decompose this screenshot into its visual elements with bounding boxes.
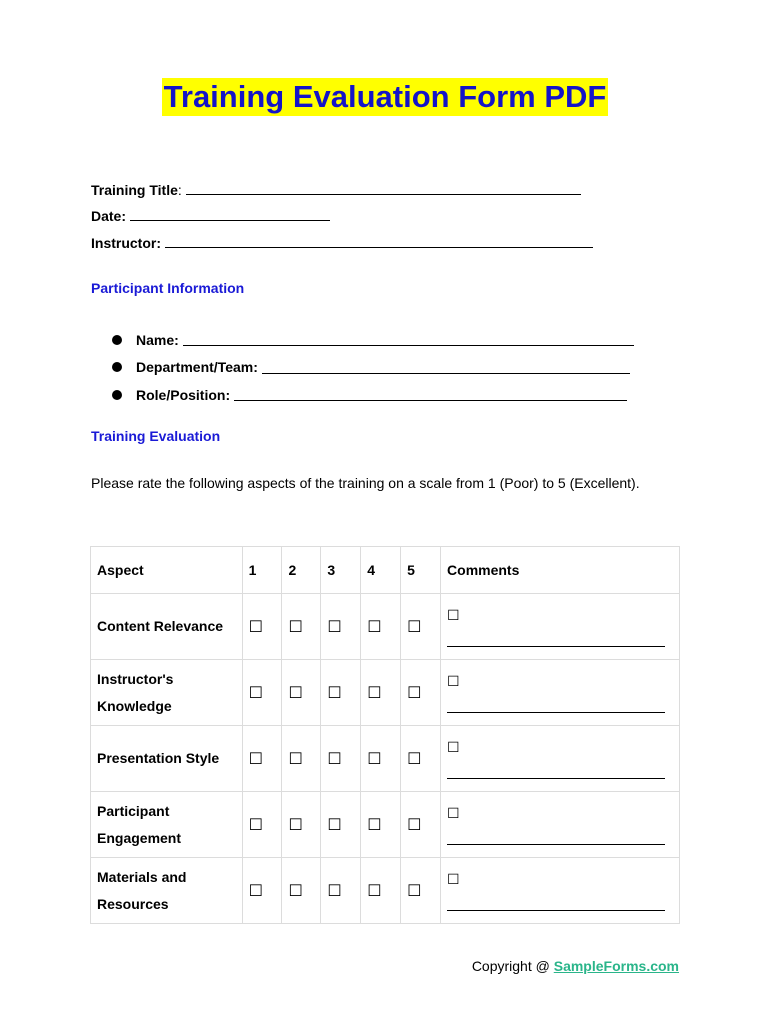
header-aspect: Aspect xyxy=(91,547,243,594)
instructor-input-line[interactable] xyxy=(165,235,593,248)
table-row xyxy=(91,660,680,726)
comment-checkbox[interactable]: ☐ xyxy=(447,739,460,755)
rating-checkbox-3[interactable]: ☐ xyxy=(321,594,361,660)
rating-checkbox-5[interactable]: ☐ xyxy=(401,594,441,660)
rating-checkbox-5[interactable]: ☐ xyxy=(401,726,441,792)
participant-information-heading: Participant Information xyxy=(91,280,245,296)
table-row xyxy=(91,594,680,660)
name-input-line[interactable] xyxy=(183,333,634,346)
rating-checkbox-1[interactable]: ☐ xyxy=(242,594,282,660)
header-rating-4: 4 xyxy=(361,547,401,594)
header-comments: Comments xyxy=(441,547,680,594)
rating-checkbox-2[interactable]: ☐ xyxy=(282,792,321,858)
aspect-cell: Participant Engagement xyxy=(91,792,243,858)
header-rating-1: 1 xyxy=(242,547,282,594)
rating-checkbox-4[interactable]: ☐ xyxy=(361,660,401,726)
rating-checkbox-1[interactable]: ☐ xyxy=(242,726,282,792)
footer-copyright xyxy=(472,958,679,974)
aspect-cell: Content Relevance xyxy=(91,594,243,660)
comment-input-line[interactable] xyxy=(447,900,665,911)
copyright-text: Copyright @ xyxy=(471,958,554,974)
rating-checkbox-4[interactable]: ☐ xyxy=(361,792,401,858)
rating-checkbox-5[interactable]: ☐ xyxy=(401,858,441,924)
comments-cell xyxy=(441,858,680,924)
bullet-icon xyxy=(112,362,122,372)
rating-checkbox-1[interactable]: ☐ xyxy=(242,792,282,858)
evaluation-intro: Please rate the following aspects of the training on a scale from 1 (Poor) to 5 (Excellent). xyxy=(91,475,640,491)
rating-checkbox-1[interactable]: ☐ xyxy=(242,660,282,726)
rating-checkbox-4[interactable]: ☐ xyxy=(361,858,401,924)
rating-checkbox-5[interactable]: ☐ xyxy=(401,660,441,726)
table-header-row xyxy=(91,547,680,594)
comment-input-line[interactable] xyxy=(447,636,665,647)
aspect-cell: Materials and Resources xyxy=(91,858,243,924)
rating-checkbox-3[interactable]: ☐ xyxy=(321,792,361,858)
table-row xyxy=(91,858,680,924)
table-row xyxy=(91,792,680,858)
instructor-label: Instructor: xyxy=(91,235,161,251)
title-wrap xyxy=(0,78,770,116)
comment-checkbox[interactable]: ☐ xyxy=(447,673,460,689)
training-title-label: Training Title xyxy=(91,182,178,198)
date-field xyxy=(91,207,330,225)
comment-checkbox[interactable]: ☐ xyxy=(447,607,460,623)
comment-input-line[interactable] xyxy=(447,768,665,779)
date-label: Date: xyxy=(91,208,127,224)
rating-checkbox-3[interactable]: ☐ xyxy=(321,726,361,792)
evaluation-table xyxy=(90,546,680,924)
department-input-line[interactable] xyxy=(262,361,630,374)
table-row xyxy=(91,726,680,792)
aspect-cell: Instructor's Knowledge xyxy=(91,660,243,726)
header-rating-2: 2 xyxy=(282,547,321,594)
sampleforms-link[interactable]: SampleForms.com xyxy=(553,958,679,974)
comment-checkbox[interactable]: ☐ xyxy=(447,805,460,821)
comments-cell xyxy=(441,660,680,726)
rating-checkbox-2[interactable]: ☐ xyxy=(282,726,321,792)
participant-item-role xyxy=(112,381,634,409)
aspect-cell: Presentation Style xyxy=(91,726,243,792)
comment-input-line[interactable] xyxy=(447,834,665,845)
rating-checkbox-3[interactable]: ☐ xyxy=(321,660,361,726)
document-title: Training Evaluation Form PDF xyxy=(163,79,607,114)
comments-cell xyxy=(441,594,680,660)
participant-item-label: Department/Team: xyxy=(136,359,258,376)
role-input-line[interactable] xyxy=(234,388,627,401)
rating-checkbox-1[interactable]: ☐ xyxy=(242,858,282,924)
training-title-input-line[interactable] xyxy=(186,182,581,195)
training-evaluation-heading: Training Evaluation xyxy=(91,428,221,444)
rating-checkbox-5[interactable]: ☐ xyxy=(401,792,441,858)
rating-checkbox-2[interactable]: ☐ xyxy=(282,660,321,726)
comments-cell xyxy=(441,726,680,792)
bullet-icon xyxy=(112,390,122,400)
header-rating-3: 3 xyxy=(321,547,361,594)
comment-checkbox[interactable]: ☐ xyxy=(447,871,460,887)
header-rating-5: 5 xyxy=(401,547,441,594)
rating-checkbox-4[interactable]: ☐ xyxy=(361,594,401,660)
participant-item-label: Role/Position: xyxy=(136,386,231,403)
bullet-icon xyxy=(112,335,122,345)
participant-item-label: Name: xyxy=(136,331,179,348)
participant-item-name xyxy=(112,326,634,354)
training-title-field xyxy=(91,181,581,199)
rating-checkbox-3[interactable]: ☐ xyxy=(321,858,361,924)
instructor-field xyxy=(91,234,593,252)
training-title-colon: : xyxy=(177,182,182,198)
rating-checkbox-2[interactable]: ☐ xyxy=(282,858,321,924)
comment-input-line[interactable] xyxy=(447,702,665,713)
comments-cell xyxy=(441,792,680,858)
rating-checkbox-4[interactable]: ☐ xyxy=(361,726,401,792)
participant-list xyxy=(112,326,634,409)
date-input-line[interactable] xyxy=(130,208,330,221)
rating-checkbox-2[interactable]: ☐ xyxy=(282,594,321,660)
participant-item-department xyxy=(112,354,634,382)
